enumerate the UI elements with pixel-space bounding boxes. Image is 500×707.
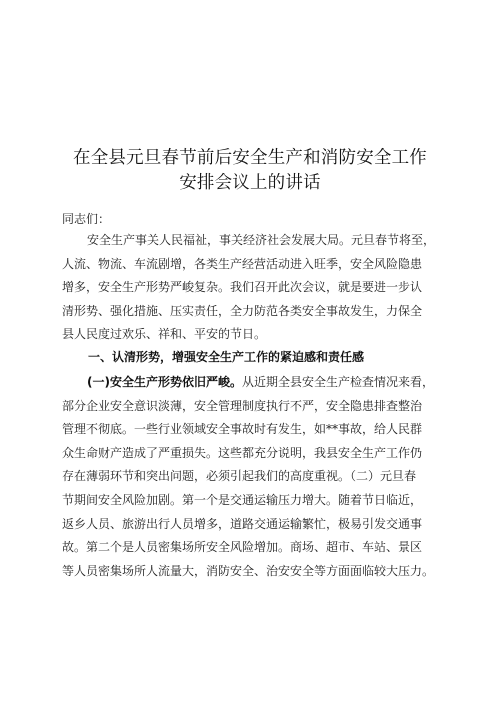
section-1-line: 等人员密集场所人流量大，消防安全、治安安全等方面面临较大压力。: [62, 563, 435, 578]
title-line-2: 安排会议上的讲话: [179, 173, 321, 193]
section-1-line: 管理不彻底。一些行业领域安全事故时有发生，如**事故，给人民群: [62, 422, 423, 437]
section-1-line: 众生命财产造成了严重损失。这些都充分说明，我县安全生产工作仍: [62, 445, 423, 460]
document-title: [40, 146, 460, 196]
intro-line: 人流、物流、车流剧增，各类生产经营活动进入旺季，安全风险隐患: [62, 256, 423, 271]
section-1-line: 故。第二个是人员密集场所安全风险增加。商场、超市、车站、景区: [62, 540, 423, 555]
subsection-title: (一)安全生产形势依旧严峻。: [87, 375, 242, 389]
subsection-text: 从近期全县安全生产检查情况来看，: [241, 375, 434, 389]
intro-line: 安全生产事关人民福祉，事关经济社会发展大局。元旦春节将至，: [87, 233, 436, 247]
section-1-line: 返乡人员、旅游出行人员增多，道路交通运输繁忙，极易引发交通事: [62, 516, 423, 531]
section-1-paragraph: [62, 371, 446, 583]
title-line-1: 在全县元旦春节前后安全生产和消防安全工作: [73, 148, 427, 168]
section-heading: 一、认清形势，增强安全生产工作的紧迫感和责任感: [88, 350, 365, 364]
intro-paragraph: [62, 229, 446, 347]
intro-line: 增多，安全生产形势严峻复杂。我们召开此次会议，就是要进一步认: [62, 280, 423, 295]
section-1-line: 节期间安全风险加剧。第一个是交通运输压力增大。随着节日临近，: [62, 492, 423, 507]
section-1-line: 存在薄弱环节和突出问题，必须引起我们的高度重视。（二）元旦春: [62, 469, 417, 484]
salutation: 同志们：: [62, 212, 111, 226]
section-1-line: 部分企业安全意识淡薄，安全管理制度执行不严，安全隐患排查整治: [62, 398, 423, 413]
intro-line: 清形势、强化措施、压实责任，全力防范各类安全事故发生，力保全: [62, 303, 423, 318]
section-1-first-line: [62, 371, 446, 395]
intro-line: 县人民度过欢乐、祥和、平安的节日。: [62, 327, 267, 342]
